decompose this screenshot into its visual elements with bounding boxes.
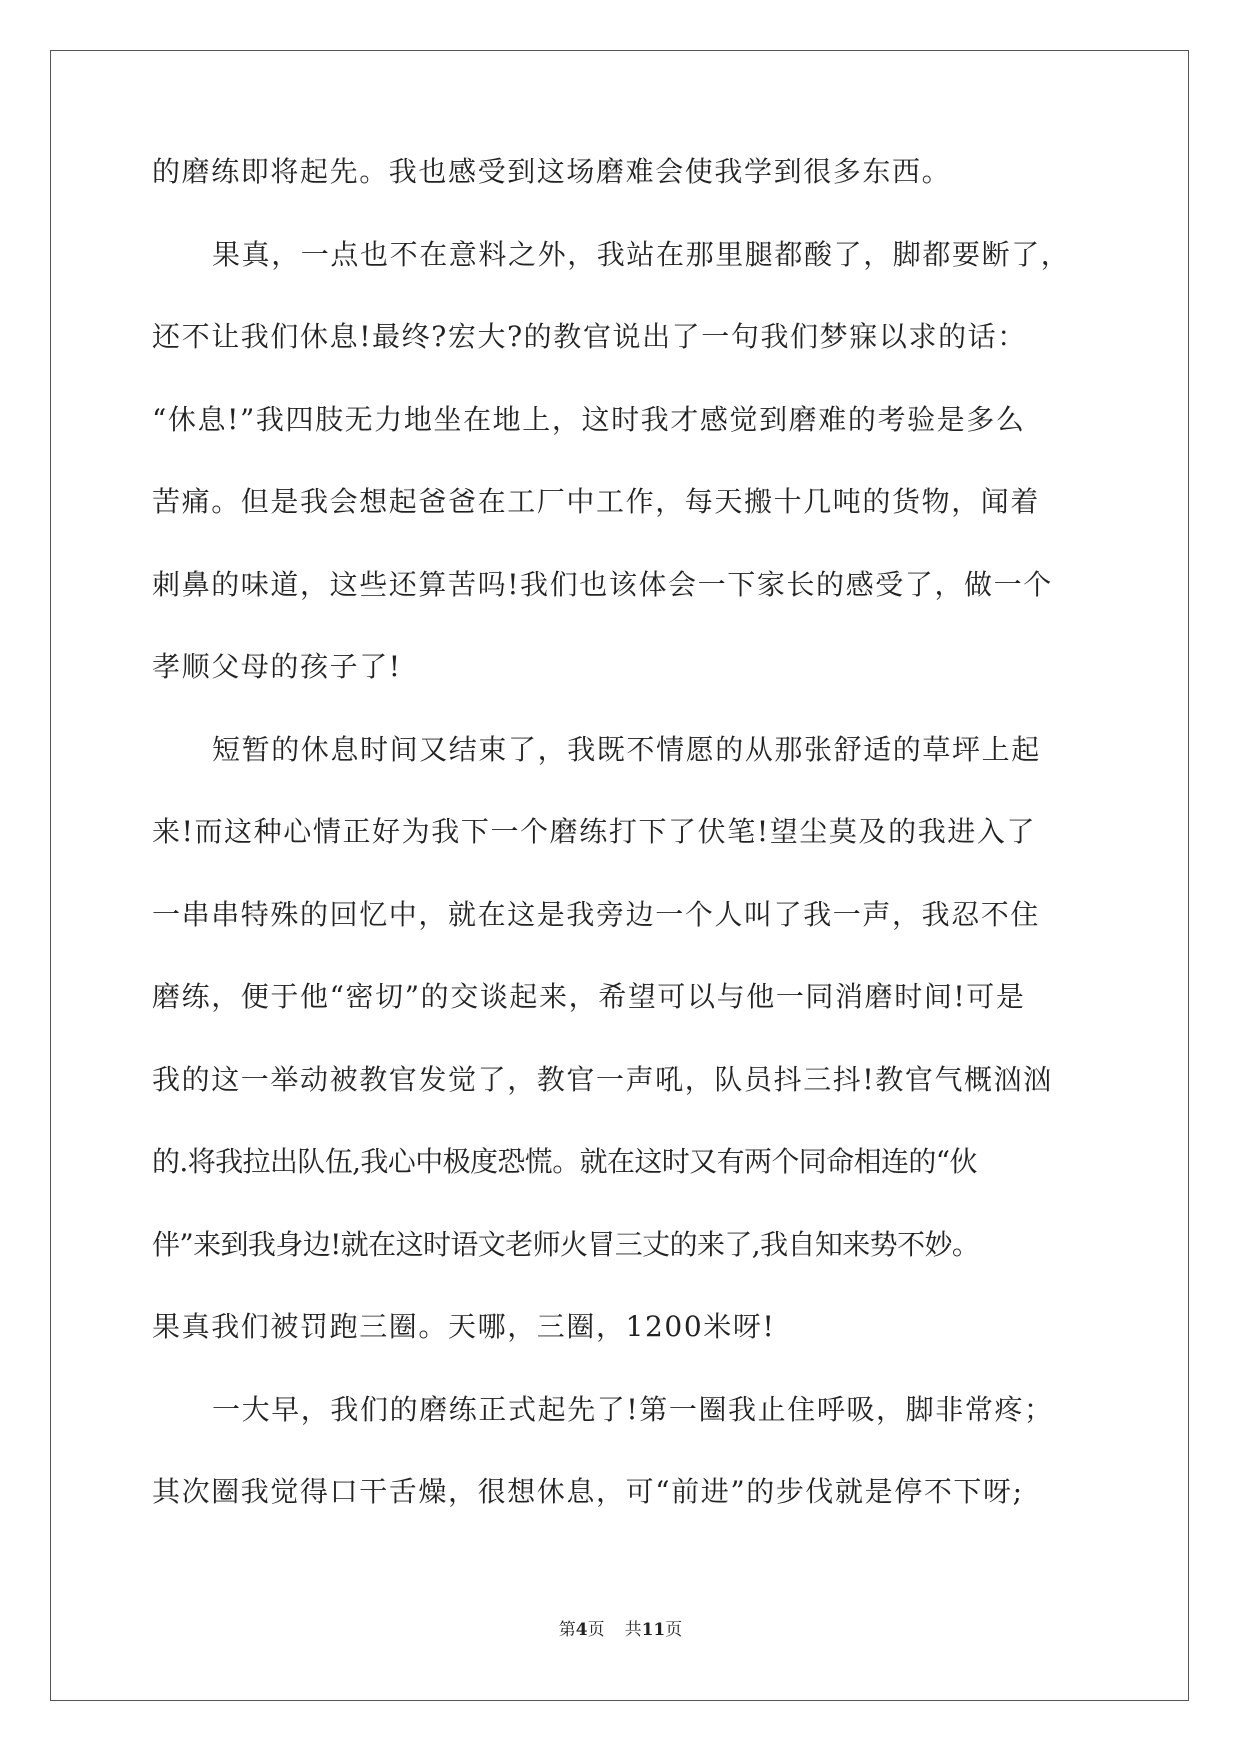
text-line: 的.将我拉出队伍,我心中极度恐慌。就在这时又有两个同命相连的“伙 xyxy=(152,1145,977,1178)
total-suffix: 页 xyxy=(665,1620,683,1640)
text-line: 还不让我们休息!最终?宏大?的教官说出了一句我们梦寐以求的话： xyxy=(152,320,1027,353)
text-line: 的磨练即将起先。我也感受到这场磨难会使我学到很多东西。 xyxy=(152,155,952,188)
text-line: 果真我们被罚跑三圈。天哪，三圈，1200米呀! xyxy=(152,1310,776,1343)
page-footer xyxy=(0,1615,1241,1640)
text-line: 伴”来到我身边!就在这时语文老师火冒三丈的来了,我自知来势不妙。 xyxy=(152,1227,980,1261)
text-line: 刺鼻的味道，这些还算苦吗!我们也该体会一下家长的感受了，做一个 xyxy=(152,567,1053,601)
text-line: 孝顺父母的孩子了! xyxy=(152,650,402,683)
text-line: 磨练，便于他“密切”的交谈起来，希望可以与他一同消磨时间!可是 xyxy=(152,980,1026,1013)
paragraph-start-line: 一大早，我们的磨练正式起先了!第一圈我止住呼吸，脚非常疼； xyxy=(212,1392,1054,1426)
paragraph-start-line: 短暂的休息时间又结束了，我既不情愿的从那张舒适的草坪上起 xyxy=(212,732,1041,766)
text-line: 我的这一举动被教官发觉了，教官一声吼，队员抖三抖!教官气概汹汹 xyxy=(152,1062,1053,1096)
text-line: 一串串特殊的回忆中，就在这是我旁边一个人叫了我一声，我忍不住 xyxy=(152,897,1041,931)
text-line: 苦痛。但是我会想起爸爸在工厂中工作，每天搬十几吨的货物，闻着 xyxy=(152,485,1041,518)
total-pages: 11 xyxy=(641,1620,666,1640)
total-prefix: 共 xyxy=(624,1620,642,1640)
document-body xyxy=(152,155,1107,1561)
text-line: 其次圈我觉得口干舌燥，很想休息，可“前进”的步伐就是停不下呀; xyxy=(152,1475,1024,1508)
page-prefix: 第 xyxy=(558,1620,576,1640)
page-suffix: 页 xyxy=(587,1620,605,1640)
page-number: 4 xyxy=(575,1620,588,1640)
paragraph-start-line: 果真，一点也不在意料之外，我站在那里腿都酸了，脚都要断了， xyxy=(212,237,1071,271)
text-line: “休息!”我四肢无力地坐在地上，这时我才感觉到磨难的考验是多么 xyxy=(152,402,1026,436)
text-line: 来!而这种心情正好为我下一个磨练打下了伏笔!望尘莫及的我进入了 xyxy=(152,815,1037,848)
